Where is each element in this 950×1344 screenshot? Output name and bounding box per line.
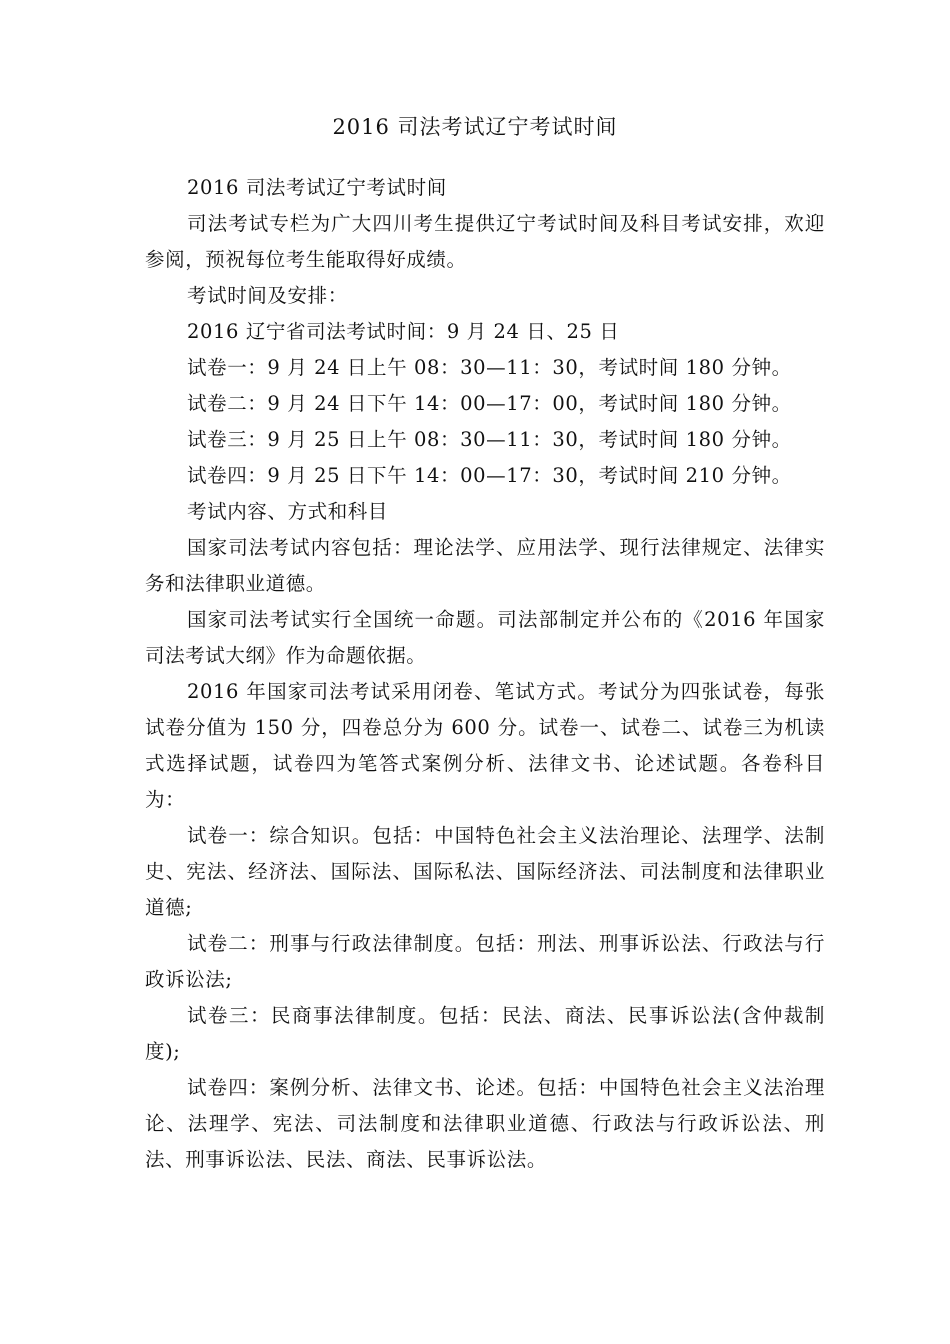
paragraph-paper-4-subjects: 试卷四：案例分析、法律文书、论述。包括：中国特色社会主义法治理论、法理学、宪法、司法制度和法律职业道德、行政法与行政诉讼法、刑法、刑事诉讼法、民法、商法、民事诉讼法。 <box>145 1076 825 1171</box>
paragraph-schedule-heading: 考试时间及安排： <box>187 284 348 307</box>
paragraph-paper-1-subjects: 试卷一：综合知识。包括：中国特色社会主义法治理论、法理学、法制史、宪法、经济法、国际法、国际私法、国际经济法、司法制度和法律职业道德; <box>145 824 825 919</box>
paragraph-paper-2-time: 试卷二：9 月 24 日下午 14：00—17：00，考试时间 180 分钟。 <box>187 392 792 415</box>
paragraph-content-heading: 考试内容、方式和科目 <box>187 500 389 523</box>
document-body <box>145 170 825 1178</box>
paragraph-paper-3-subjects: 试卷三：民商事法律制度。包括：民法、商法、民事诉讼法(含仲裁制度); <box>145 1004 825 1063</box>
paragraph-paper-3-time: 试卷三：9 月 25 日上午 08：30—11：30，考试时间 180 分钟。 <box>187 428 792 451</box>
document-title: 2016 司法考试辽宁考试时间 <box>332 115 618 139</box>
paragraph-intro: 司法考试专栏为广大四川考生提供辽宁考试时间及科目考试安排，欢迎参阅，预祝每位考生能取得好成绩。 <box>145 212 825 271</box>
paragraph-content-scope: 国家司法考试内容包括：理论法学、应用法学、现行法律规定、法律实务和法律职业道德。 <box>145 536 825 595</box>
paragraph-exam-dates: 2016 辽宁省司法考试时间：9 月 24 日、25 日 <box>187 320 620 343</box>
paragraph-paper-4-time: 试卷四：9 月 25 日下午 14：00—17：30，考试时间 210 分钟。 <box>187 464 792 487</box>
paragraph-paper-1-time: 试卷一：9 月 24 日上午 08：30—11：30，考试时间 180 分钟。 <box>187 356 792 379</box>
paragraph-exam-format: 2016 年国家司法考试采用闭卷、笔试方式。考试分为四张试卷，每张试卷分值为 150 分，四卷总分为 600 分。试卷一、试卷二、试卷三为机读式选择试题，试卷四为笔答式案例分析、法律文书、论述试题。各卷科目为： <box>145 680 825 811</box>
paragraph-subtitle: 2016 司法考试辽宁考试时间 <box>187 176 447 199</box>
paragraph-paper-2-subjects: 试卷二：刑事与行政法律制度。包括：刑法、刑事诉讼法、行政法与行政诉讼法; <box>145 932 825 991</box>
paragraph-unified-proposition: 国家司法考试实行全国统一命题。司法部制定并公布的《2016 年国家司法考试大纲》作为命题依据。 <box>145 608 825 667</box>
